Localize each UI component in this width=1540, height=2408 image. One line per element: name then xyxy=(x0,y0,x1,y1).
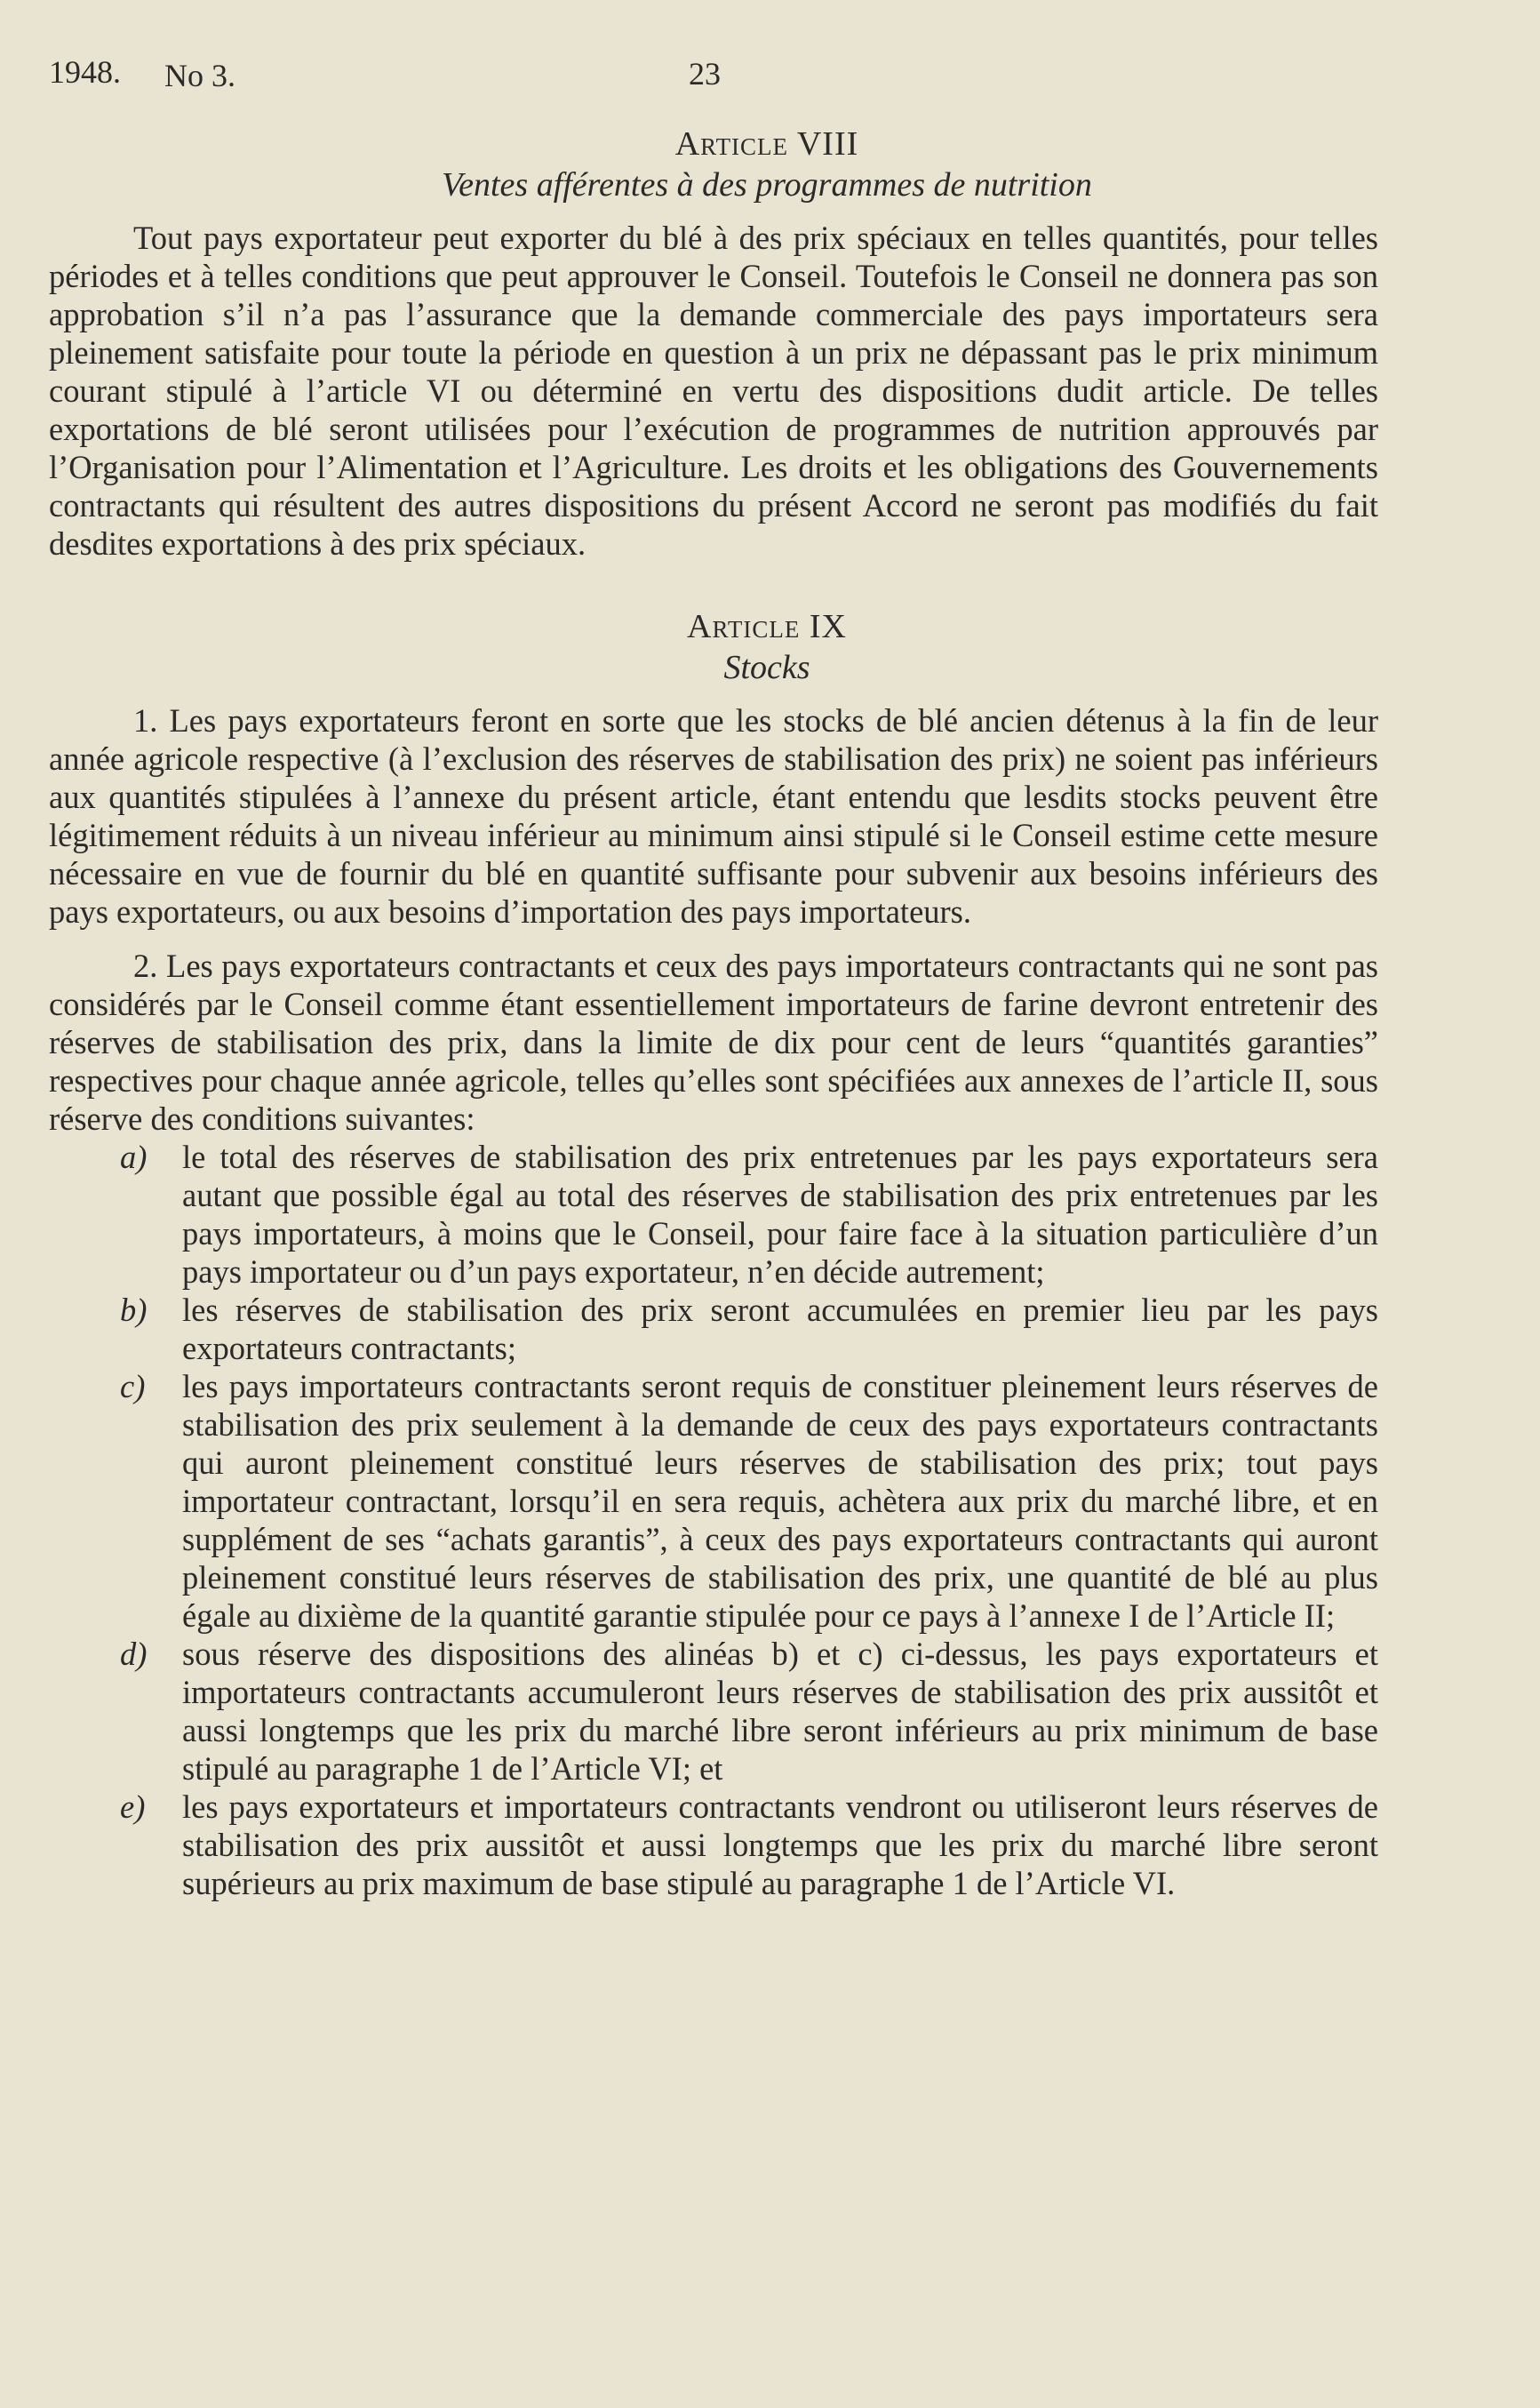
list-item-text: les pays exportateurs et importateurs contractants vendront ou utiliseront leurs réserves de stabilisation des prix aussitôt et aussi longtemps que les prix du marché libre seront supérieurs au prix maximum de base stipulé au paragraphe 1 de l’Article VI. xyxy=(182,1788,1378,1901)
list-item-text: les réserves de stabilisation des prix seront accumulées en premier lieu par les pays exportateurs contractants; xyxy=(182,1292,1378,1366)
list-item-text: le total des réserves de stabilisation des prix entretenues par les pays exportateurs sera autant que possible égal au total des réserves de stabilisation des prix entretenues par les pays importateurs, à moins que le Conseil, pour faire face à la situation particulière d’un pays importateur ou d’un pays exportateur, n’en décide autrement; xyxy=(182,1139,1378,1290)
article-viii xyxy=(49,124,1378,563)
article-viii-subtitle: Ventes afférentes à des programmes de nutrition xyxy=(442,166,1092,204)
list-item-text: sous réserve des dispositions des alinéas b) et c) ci-dessus, les pays exportateurs et importateurs contractants accumuleront leurs réserves de stabilisation des prix aussitôt et aussi longtemps que les prix du marché libre seront inférieurs au prix minimum de base stipulé au paragraphe 1 de l’Article VI; et xyxy=(182,1636,1378,1787)
list-item-label: c) xyxy=(120,1368,146,1404)
article-ix-paragraph-2: 2. Les pays exportateurs contractants et ceux des pays importateurs contractants qui ne sont pas considérés par le Conseil comme étant essentiellement importateurs de farine devront entretenir des réserves de stabilisation des prix, dans la limite de dix pour cent de leurs “quantités garanties” respectives pour chaque année agricole, telles qu’elles sont spécifiées aux annexes de l’article II, sous réserve des conditions suivantes: xyxy=(49,948,1378,1137)
page-header xyxy=(49,44,1378,124)
list-item-label: e) xyxy=(120,1788,146,1825)
article-viii-paragraph: Tout pays exportateur peut exporter du blé à des prix spéciaux en telles quantités, pour telles périodes et à telles conditions que peut approuver le Conseil. Toutefois le Conseil ne donnera pas son approbation s’il n’a pas l’assurance que la demande commerciale des pays importateurs sera pleinement satisfaite pour toute la période en question à un prix ne dépassant pas le prix minimum courant stipulé à l’article VI ou déterminé en vertu des dispositions dudit article. De telles exportations de blé seront utilisées pour l’exécution de programmes de nutrition approuvés par l’Organisation pour l’Alimentation et l’Agriculture. Les droits et les obligations des Gouvernements contractants qui résultent des autres dispositions du présent Accord ne seront pas modifiés du fait desdites exportations à des prix spéciaux. xyxy=(49,220,1378,562)
list-item-label: d) xyxy=(120,1636,148,1672)
list-item-label: a) xyxy=(120,1139,148,1175)
article-ix-title: Article IX xyxy=(687,608,847,645)
list-item xyxy=(49,1138,1378,1291)
list-item xyxy=(49,1291,1378,1367)
conditions-list xyxy=(49,1138,1378,1902)
list-item xyxy=(49,1367,1378,1635)
header-year: 1948. xyxy=(49,54,121,90)
article-viii-title: Article VIII xyxy=(674,125,859,163)
header-issue-number: No 3. xyxy=(164,58,235,93)
list-item-text: les pays importateurs contractants seront requis de constituer pleinement leurs réserves de stabilisation des prix seulement à la demande de ceux des pays exportateurs contractants qui auront pleinement constitué leurs réserves de stabilisation des prix; tout pays importateur contractant, lorsqu’il en sera requis, achètera aux prix du marché libre, et en supplément de ses “achats garantis”, à ceux des pays exportateurs contractants qui auront pleinement constitué leurs réserves de stabilisation des prix, une quantité de blé au plus égale au dixième de la quantité garantie stipulée pour ce pays à l’annexe I de l’Article II; xyxy=(182,1368,1378,1634)
list-item xyxy=(49,1635,1378,1788)
list-item-label: b) xyxy=(120,1292,148,1328)
article-ix xyxy=(49,607,1378,1902)
list-item xyxy=(49,1788,1378,1902)
article-ix-subtitle: Stocks xyxy=(723,649,810,686)
article-ix-paragraph-1: 1. Les pays exportateurs feront en sorte que les stocks de blé ancien détenus à la fin de leur année agricole respective (à l’exclusion des réserves de stabilisation des prix) ne soient pas inférieurs aux quantités stipulées à l’annexe du présent article, étant entendu que lesdits stocks peuvent être légitimement réduits à un niveau inférieur au minimum ainsi stipulé si le Conseil estime cette mesure nécessaire en vue de fournir du blé en quantité suffisante pour subvenir aux besoins inférieurs des pays exportateurs, ou aux besoins d’importation des pays importateurs. xyxy=(49,702,1378,930)
page-number: 23 xyxy=(689,56,721,92)
